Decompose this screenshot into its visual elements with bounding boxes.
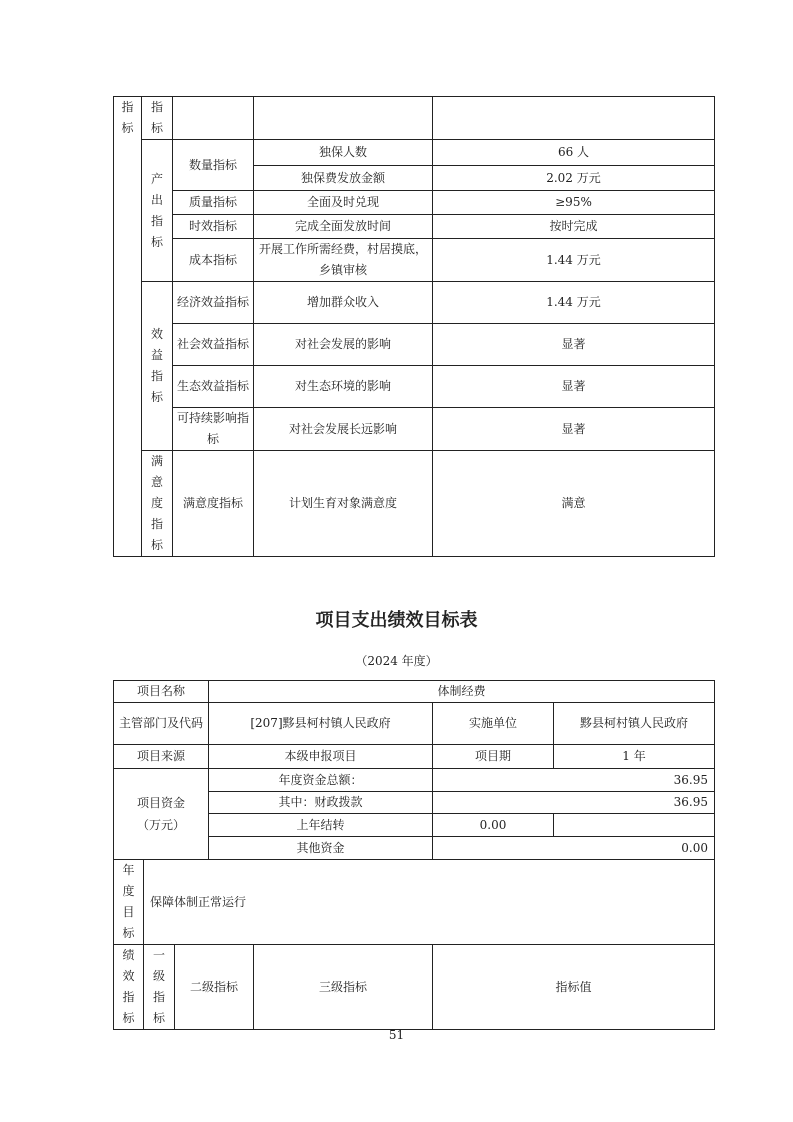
level3-cell: 计划生育对象满意度	[254, 451, 433, 557]
perf-label: 绩效指标	[114, 945, 144, 1030]
value-header: 指标值	[433, 945, 715, 1030]
document-year: （2024 年度）	[355, 654, 438, 668]
funds-fiscal-label: 其中：财政拨款	[209, 792, 433, 814]
period-value: 1 年	[554, 745, 715, 769]
satisfaction-indicator-cell: 满意度指标	[142, 451, 173, 557]
empty-cell	[173, 97, 254, 140]
funds-carryover-label: 上年结转	[209, 814, 433, 837]
source-value: 本级申报项目	[209, 745, 433, 769]
funds-other-label: 其他资金	[209, 837, 433, 860]
source-label: 项目来源	[114, 745, 209, 769]
value-cell: 66 人	[433, 140, 715, 166]
value-cell: 满意	[433, 451, 715, 557]
value-cell: 2.02 万元	[433, 166, 715, 191]
value-cell: 显著	[433, 324, 715, 366]
dept-value: [207]黟县柯村镇人民政府	[209, 703, 433, 745]
value-cell: 1.44 万元	[433, 239, 715, 282]
performance-table-continued	[113, 96, 715, 557]
level3-cell: 对社会发展的影响	[254, 324, 433, 366]
l2-header: 二级指标	[175, 945, 254, 1030]
document-title: 项目支出绩效目标表	[315, 610, 478, 631]
level3-cell: 完成全面发放时间	[254, 215, 433, 239]
level2-cell: 数量指标	[173, 140, 254, 191]
level3-cell: 对生态环境的影响	[254, 366, 433, 408]
funds-carryover-value: 0.00	[433, 814, 554, 837]
level2-cell: 可持续影响指标	[173, 408, 254, 451]
level1-indicator-cell: 指标	[114, 97, 142, 557]
level3-cell: 独保人数	[254, 140, 433, 166]
level2-cell: 经济效益指标	[173, 282, 254, 324]
level2-cell: 社会效益指标	[173, 324, 254, 366]
level2-cell: 生态效益指标	[173, 366, 254, 408]
level3-cell: 独保费发放金额	[254, 166, 433, 191]
project-performance-table	[113, 680, 715, 1030]
empty-cell	[254, 97, 433, 140]
goal-value: 保障体制正常运行	[144, 860, 715, 945]
period-label: 项目期	[433, 745, 554, 769]
level1-header-cell: 指标	[142, 97, 173, 140]
value-cell: 显著	[433, 366, 715, 408]
level2-cell: 满意度指标	[173, 451, 254, 557]
empty-cell	[433, 97, 715, 140]
empty-cell	[554, 814, 715, 837]
level3-cell: 增加群众收入	[254, 282, 433, 324]
goal-label: 年度目标	[114, 860, 144, 945]
value-cell: 显著	[433, 408, 715, 451]
funds-total-label: 年度资金总额：	[209, 769, 433, 792]
project-name-label: 项目名称	[114, 681, 209, 703]
page-number: 51	[388, 1028, 405, 1042]
dept-label: 主管部门及代码	[114, 703, 209, 745]
funds-other-value: 0.00	[433, 837, 715, 860]
level3-cell: 对社会发展长远影响	[254, 408, 433, 451]
level2-cell: 质量指标	[173, 191, 254, 215]
value-cell: 按时完成	[433, 215, 715, 239]
level2-cell: 时效指标	[173, 215, 254, 239]
benefit-indicator-cell: 效益指标	[142, 282, 173, 451]
output-indicator-cell: 产出指标	[142, 140, 173, 282]
value-cell: ≥95%	[433, 191, 715, 215]
level2-cell: 成本指标	[173, 239, 254, 282]
funds-total-value: 36.95	[433, 769, 715, 792]
level3-cell: 开展工作所需经费，村居摸底，乡镇审核	[254, 239, 433, 282]
value-cell: 1.44 万元	[433, 282, 715, 324]
impl-label: 实施单位	[433, 703, 554, 745]
l1-header: 一级指标	[144, 945, 175, 1030]
l3-header: 三级指标	[254, 945, 433, 1030]
project-name-value: 体制经费	[209, 681, 715, 703]
level3-cell: 全面及时兑现	[254, 191, 433, 215]
funds-fiscal-value: 36.95	[433, 792, 715, 814]
funds-label: 项目资金（万元）	[114, 769, 209, 860]
impl-value: 黟县柯村镇人民政府	[554, 703, 715, 745]
